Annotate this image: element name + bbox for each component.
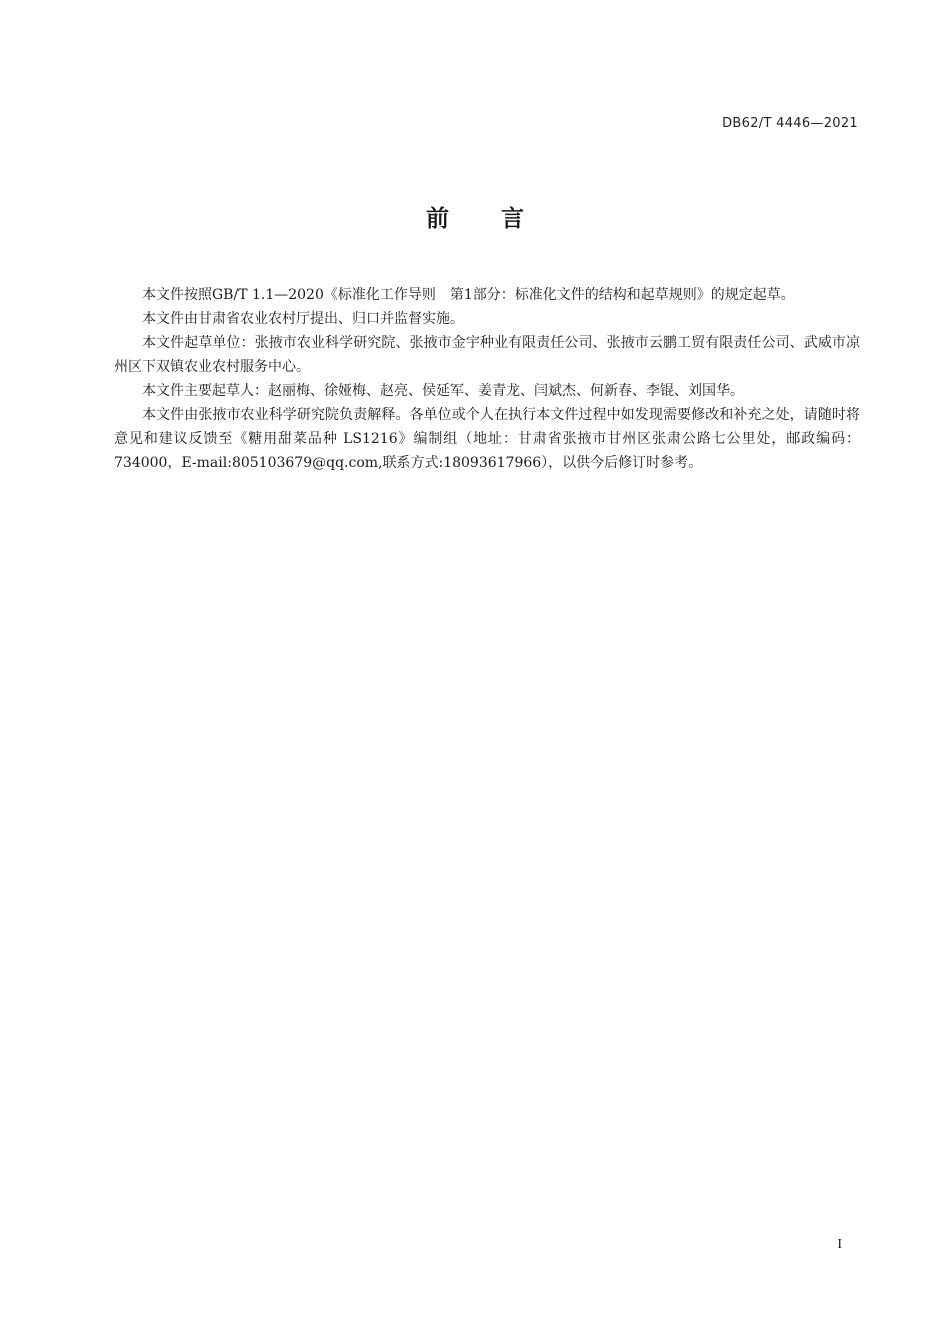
page-title [0, 200, 950, 233]
foreword-body [114, 283, 860, 475]
title-char-2: 言 [501, 206, 524, 232]
paragraph-drafters: 本文件主要起草人：赵丽梅、徐娅梅、赵亮、侯延军、姜青龙、闫斌杰、何新春、李锟、刘国华。 [142, 383, 744, 399]
paragraph-drafting-rules: 本文件按照GB/T 1.1—2020《标准化工作导则 第1部分：标准化文件的结构和起草规则》的规定起草。 [142, 287, 795, 303]
paragraph-proposer: 本文件由甘肃省农业农村厅提出、归口并监督实施。 [142, 311, 464, 327]
paragraph-drafting-units: 本文件起草单位：张掖市农业科学研究院、张掖市金宇种业有限责任公司、张掖市云鹏工贸有限责任公司、武威市凉州区下双镇农业农村服务中心。 [114, 335, 860, 375]
title-char-1: 前 [426, 206, 449, 232]
paragraph-interpretation: 本文件由张掖市农业科学研究院负责解释。各单位或个人在执行本文件过程中如发现需要修改和补充之处，请随时将意见和建议反馈至《糖用甜菜品种 LS1216》编制组（地址：甘肃省张掖市甘州区张肃公路七公里处，邮政编码：734000，E-mail:805103679@qq.com,联系方式:18093617966），以供今后修订时参考。 [114, 407, 860, 471]
page-number: I [837, 1237, 842, 1252]
document-code: DB62/T 4446—2021 [722, 116, 858, 131]
